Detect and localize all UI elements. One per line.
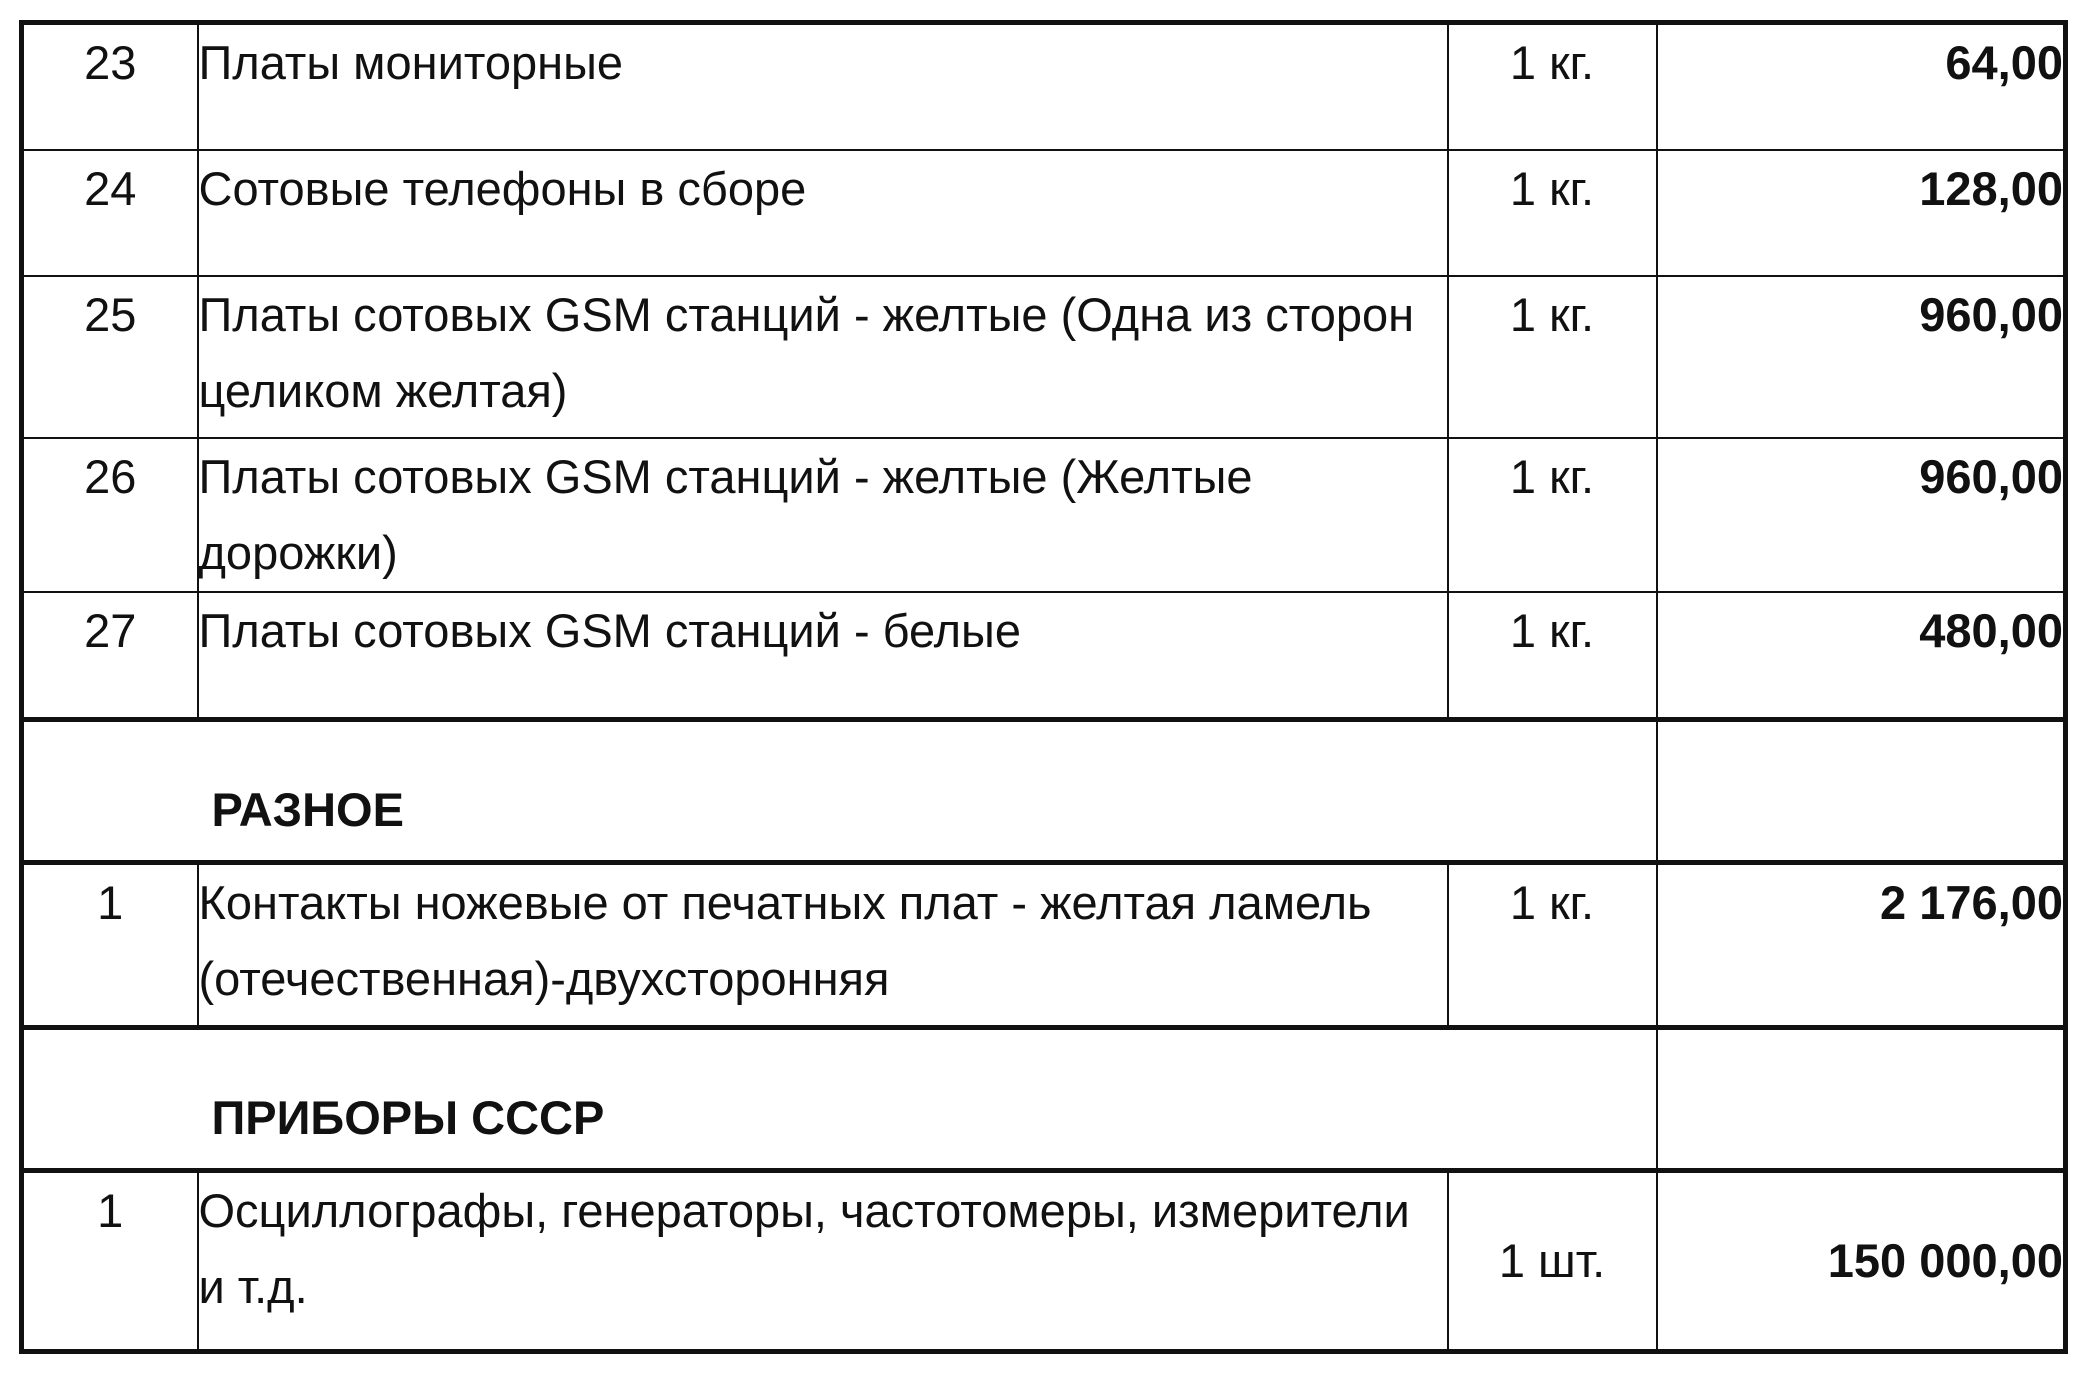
section-title: ПРИБОРЫ СССР <box>198 1028 1657 1171</box>
item-price: 150 000,00 <box>1657 1171 2066 1352</box>
row-number: 25 <box>22 276 198 438</box>
table-row <box>22 150 2066 276</box>
table-row <box>22 1171 2066 1352</box>
section-spacer <box>22 1028 198 1171</box>
section-spacer <box>22 720 198 863</box>
item-price: 960,00 <box>1657 276 2066 438</box>
item-price: 960,00 <box>1657 438 2066 592</box>
item-unit: 1 кг. <box>1448 592 1657 720</box>
item-name: Платы мониторные <box>198 23 1448 151</box>
item-price: 128,00 <box>1657 150 2066 276</box>
item-unit: 1 кг. <box>1448 23 1657 151</box>
section-price-blank <box>1657 1028 2066 1171</box>
item-name: Платы сотовых GSM станций - белые <box>198 592 1448 720</box>
section-title: РАЗНОЕ <box>198 720 1657 863</box>
table-row <box>22 23 2066 151</box>
item-name: Осциллографы, генераторы, частотомеры, измерители и т.д. <box>198 1171 1448 1352</box>
section-header-row <box>22 720 2066 863</box>
section-price-blank <box>1657 720 2066 863</box>
item-unit: 1 кг. <box>1448 863 1657 1028</box>
item-name: Платы сотовых GSM станций - желтые (Одна из сторон целиком желтая) <box>198 276 1448 438</box>
item-name: Платы сотовых GSM станций - желтые (Желтые дорожки) <box>198 438 1448 592</box>
table-row <box>22 592 2066 720</box>
table-row <box>22 438 2066 592</box>
item-name: Сотовые телефоны в сборе <box>198 150 1448 276</box>
item-price: 2 176,00 <box>1657 863 2066 1028</box>
item-price: 64,00 <box>1657 23 2066 151</box>
item-name: Контакты ножевые от печатных плат - желтая ламель (отечественная)-двухсторонняя <box>198 863 1448 1028</box>
row-number: 1 <box>22 863 198 1028</box>
price-table <box>19 20 2068 1354</box>
row-number: 23 <box>22 23 198 151</box>
row-number: 24 <box>22 150 198 276</box>
item-unit: 1 кг. <box>1448 150 1657 276</box>
row-number: 26 <box>22 438 198 592</box>
item-unit: 1 кг. <box>1448 276 1657 438</box>
row-number: 27 <box>22 592 198 720</box>
item-unit: 1 кг. <box>1448 438 1657 592</box>
item-price: 480,00 <box>1657 592 2066 720</box>
row-number: 1 <box>22 1171 198 1352</box>
table-row <box>22 863 2066 1028</box>
item-unit: 1 шт. <box>1448 1171 1657 1352</box>
table-row <box>22 276 2066 438</box>
section-header-row <box>22 1028 2066 1171</box>
